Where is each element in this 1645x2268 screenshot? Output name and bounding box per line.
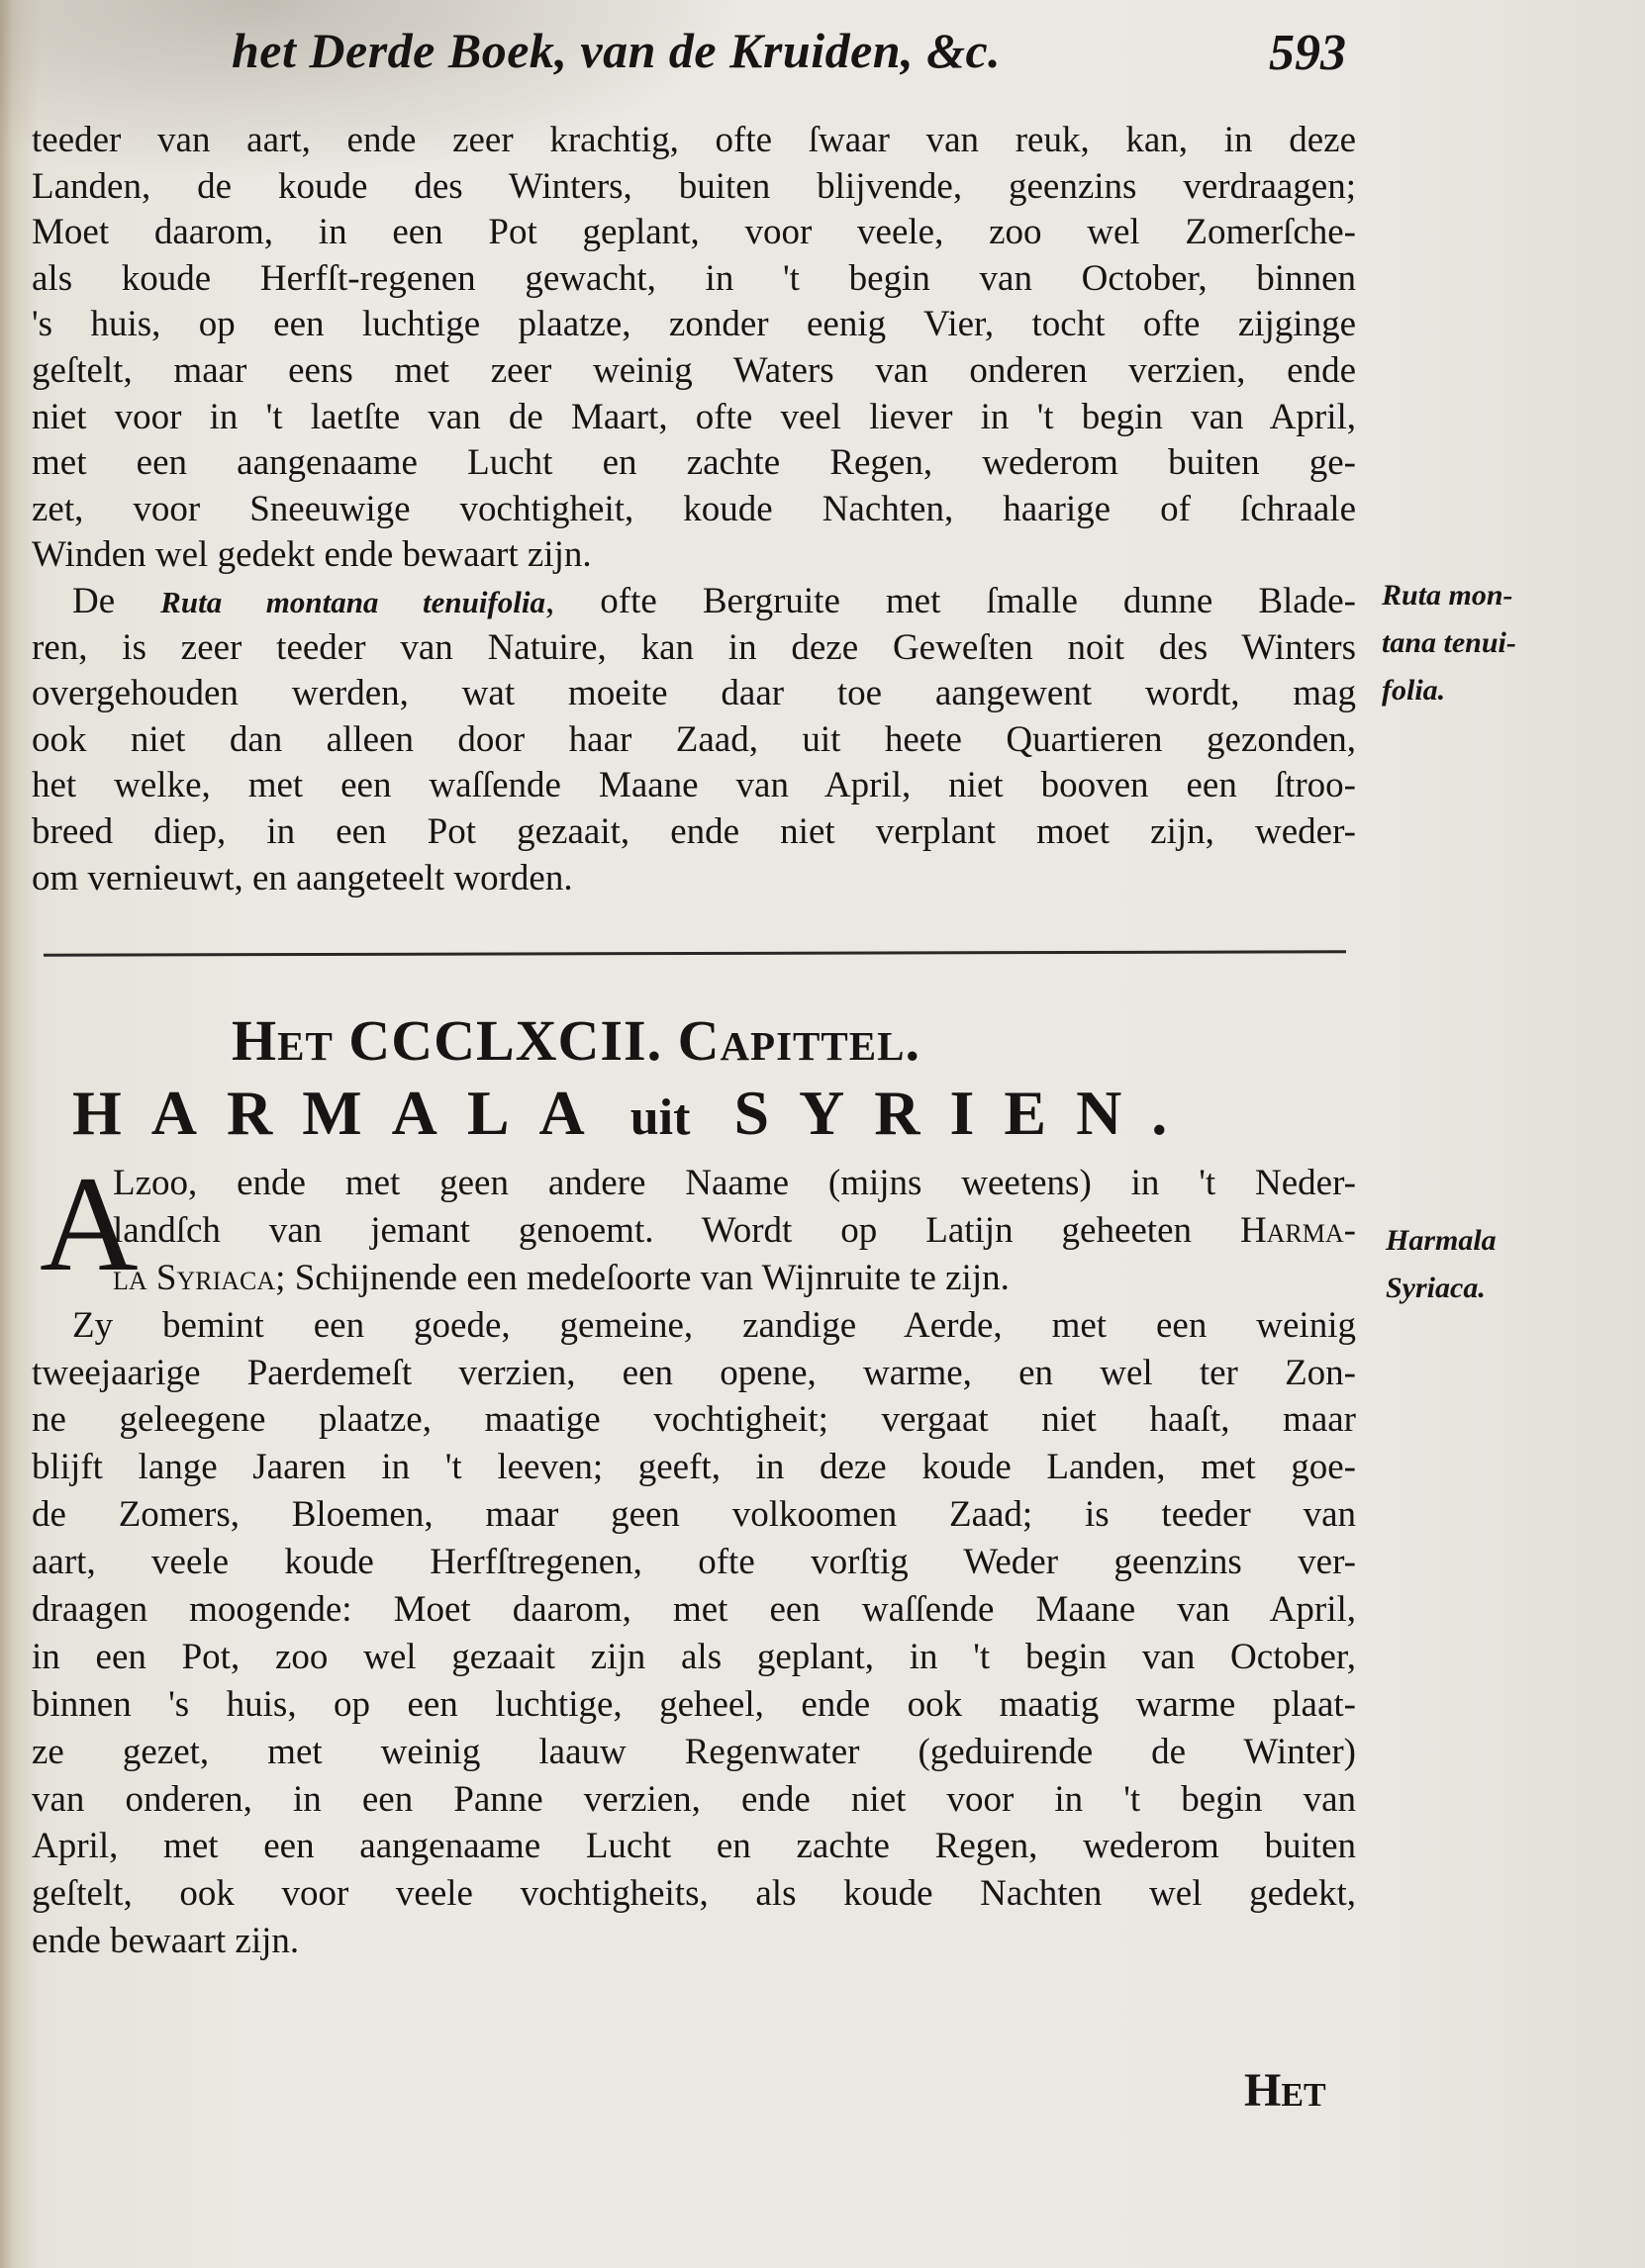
text-line bbox=[32, 487, 1356, 533]
text-line bbox=[32, 395, 1356, 441]
text-line bbox=[32, 856, 1356, 902]
drop-cap: A bbox=[40, 1148, 139, 1299]
text-segment: teeder van aart, ende zeer krachtig, ofte ſwaar van reuk, kan, in deze bbox=[32, 120, 1356, 160]
text-line bbox=[32, 1255, 1356, 1302]
text-segment: 's huis, op een luchtige plaatze, zonder eenig Vier, tocht ofte zijginge bbox=[32, 304, 1356, 345]
text-segment: De bbox=[72, 580, 161, 621]
text-segment: van onderen, in een Panne verzien, ende niet voor in 't begin van bbox=[32, 1778, 1356, 1820]
text-line bbox=[32, 1681, 1356, 1729]
text-segment: geſtelt, maar eens met zeer weinig Waters van onderen verzien, ende bbox=[32, 349, 1356, 391]
text-segment: Landen, de koude des Winters, buiten blijvende, geenzins verdraagen; bbox=[32, 165, 1356, 207]
text-segment: overgehouden werden, wat moeite daar toe aangewent wordt, mag bbox=[32, 673, 1356, 714]
text-segment: April, met een aangenaame Lucht en zachte Regen, wederom buiten bbox=[32, 1826, 1356, 1867]
text-line bbox=[32, 671, 1356, 717]
text-segment: ; Schijnende een medeſoorte van Wijnruite te zijn. bbox=[275, 1257, 1010, 1298]
text-line bbox=[32, 763, 1356, 809]
text-line bbox=[32, 1491, 1356, 1539]
text-segment: breed diep, in een Pot gezaait, ende niet verplant moet zijn, weder- bbox=[32, 810, 1356, 852]
text-segment: geſtelt, ook voor veele vochtigheits, als koude Nachten wel gedekt, bbox=[32, 1873, 1356, 1915]
margin-note-line: Ruta mon- bbox=[1382, 579, 1513, 612]
italic-term: Ruta montana tenuifolia bbox=[160, 584, 545, 619]
text-line bbox=[32, 1870, 1356, 1918]
margin-note-line: tana tenui- bbox=[1382, 626, 1516, 659]
page-number: 593 bbox=[1269, 25, 1346, 81]
text-line bbox=[32, 1396, 1356, 1444]
text-segment: Moet daarom, in een Pot geplant, voor veele, zoo wel Zomerſche- bbox=[32, 212, 1356, 253]
text-line bbox=[32, 210, 1356, 256]
running-head-title: het Derde Boek, van de Kruiden, &c. bbox=[232, 23, 1002, 78]
text-segment: tweejaarige Paerdemeſt verzien, een opene, warme, en wel ter Zon- bbox=[32, 1352, 1356, 1393]
margin-note-line: folia. bbox=[1382, 674, 1446, 707]
text-segment: het welke, met een waſſende Maane van April, niet booven een ſtroo- bbox=[32, 765, 1356, 806]
text-line bbox=[32, 1160, 1356, 1207]
text-line bbox=[32, 1823, 1356, 1870]
text-line bbox=[32, 1350, 1356, 1397]
text-segment: Lzoo, ende met geen andere Naame (mijns weetens) in 't Neder- bbox=[113, 1163, 1356, 1203]
small-caps-term: la Syriaca bbox=[113, 1257, 276, 1298]
text-segment: binnen 's huis, op een luchtige, geheel, ende ook maatig warme plaat- bbox=[32, 1683, 1356, 1725]
text-segment: ren, is zeer teeder van Natuire, kan in deze Geweſten noit des Winters bbox=[32, 626, 1356, 668]
text-line bbox=[32, 579, 1356, 625]
text-segment: met een aangenaame Lucht en zachte Regen, wederom buiten ge- bbox=[32, 442, 1356, 484]
title-harmala: HARMALA bbox=[72, 1078, 615, 1148]
text-line bbox=[32, 118, 1356, 164]
text-line bbox=[32, 1586, 1356, 1634]
text-line bbox=[32, 1444, 1356, 1491]
title-syrien: SYRIEN. bbox=[733, 1078, 1198, 1148]
text-segment: ne geleegene plaatze, maatige vochtigheit; vergaat niet haaſt, maar bbox=[32, 1399, 1356, 1441]
catchword: Het bbox=[1244, 2064, 1326, 2117]
text-segment: ook niet dan alleen door haar Zaad, uit heete Quartieren gezonden, bbox=[32, 718, 1356, 760]
text-line bbox=[32, 809, 1356, 856]
text-segment: de Zomers, Bloemen, maar geen volkoomen Zaad; is teeder van bbox=[32, 1494, 1356, 1536]
text-line bbox=[32, 532, 1356, 579]
text-segment: ze gezet, met weinig laauw Regenwater (geduirende de Winter) bbox=[32, 1731, 1356, 1772]
text-segment: zet, voor Sneeuwige vochtigheit, koude Nachten, haarige of ſchraale bbox=[32, 488, 1356, 529]
text-line bbox=[32, 625, 1356, 672]
text-segment: blijft lange Jaaren in 't leeven; geeft, in deze koude Landen, met goe- bbox=[32, 1447, 1356, 1488]
text-block-ruta bbox=[32, 118, 1356, 901]
text-block-harmala bbox=[32, 1160, 1356, 1965]
text-segment: om vernieuwt, en aangeteelt worden. bbox=[32, 857, 573, 898]
text-line bbox=[32, 1918, 1356, 1965]
margin-note-line: Syriaca. bbox=[1386, 1272, 1486, 1304]
text-line bbox=[32, 348, 1356, 395]
text-segment: in een Pot, zoo wel gezaait zijn als geplant, in 't begin van October, bbox=[32, 1636, 1356, 1677]
text-line bbox=[32, 1729, 1356, 1776]
text-line bbox=[32, 256, 1356, 303]
text-line bbox=[32, 302, 1356, 348]
text-segment: als koude Herfſt-regenen gewacht, in 't begin van October, binnen bbox=[32, 257, 1356, 299]
text-segment: draagen moogende: Moet daarom, met een waſſende Maane van April, bbox=[32, 1589, 1356, 1631]
text-segment: niet voor in 't laetſte van de Maart, ofte veel liever in 't begin van April, bbox=[32, 396, 1356, 437]
text-line bbox=[32, 1302, 1356, 1350]
text-segment: , ofte Bergruite met ſmalle dunne Blade- bbox=[544, 580, 1356, 621]
margin-note-harmala bbox=[1386, 1217, 1497, 1312]
text-line bbox=[32, 440, 1356, 487]
text-line bbox=[32, 717, 1356, 764]
small-caps-term: Harma- bbox=[1239, 1209, 1356, 1251]
text-segment: Zy bemint een goede, gemeine, zandige Aerde, met een weinig bbox=[72, 1304, 1356, 1346]
text-segment: ende bewaart zijn. bbox=[32, 1921, 300, 1962]
text-segment: aart, veele koude Herfſtregenen, ofte vorſtig Weder geenzins ver- bbox=[32, 1542, 1356, 1583]
text-segment: Winden wel gedekt ende bewaart zijn. bbox=[32, 534, 592, 576]
text-line bbox=[32, 164, 1356, 211]
chapter-title bbox=[72, 1077, 1197, 1150]
text-line bbox=[32, 1634, 1356, 1681]
text-line bbox=[32, 1776, 1356, 1824]
chapter-divider-rule bbox=[44, 950, 1346, 956]
title-uit: uit bbox=[629, 1089, 691, 1146]
text-segment: landſch van jemant genoemt. Wordt op Latijn geheeten bbox=[113, 1209, 1240, 1251]
text-line bbox=[32, 1207, 1356, 1255]
text-line bbox=[32, 1539, 1356, 1586]
margin-note-ruta bbox=[1382, 572, 1516, 714]
margin-note-line: Harmala bbox=[1386, 1224, 1497, 1257]
chapter-heading: Het CCCLXCII. Capittel. bbox=[232, 1008, 920, 1073]
